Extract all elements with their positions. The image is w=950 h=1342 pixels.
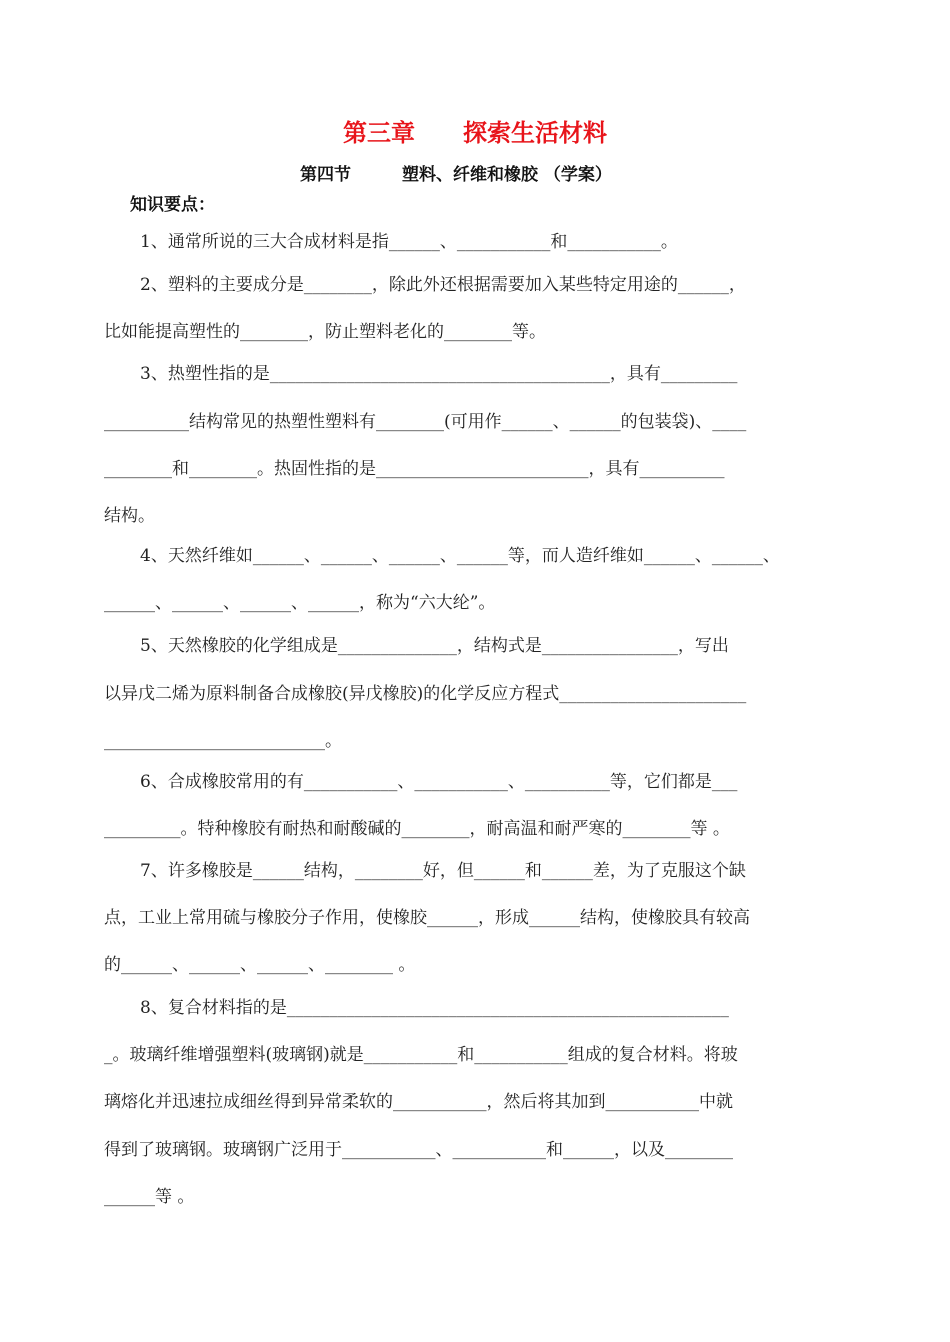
question-5-line-2: 以异戊二烯为原料制备合成橡胶(异戊橡胶)的化学反应方程式______________________ xyxy=(104,684,747,704)
question-5-line-3: __________________________。 xyxy=(104,731,342,751)
question-2-line-2: 比如能提高塑性的________，防止塑料老化的________等。 xyxy=(104,322,546,342)
question-6-line-1: 6、合成橡胶常用的有___________、___________、__________等，它们都是___ xyxy=(140,772,738,792)
question-7-line-3: 的______、______、______、________ 。 xyxy=(104,955,416,975)
question-8-line-1: 8、复合材料指的是____________________________________________________ xyxy=(140,998,729,1018)
question-4-line-1: 4、天然纤维如______、______、______、______等，而人造纤维如______、______、 xyxy=(140,546,780,566)
question-3-line-4: 结构。 xyxy=(104,506,155,526)
question-7-line-1: 7、许多橡胶是______结构，________好，但______和______差，为了克服这个缺 xyxy=(140,861,746,881)
key-points-heading: 知识要点： xyxy=(130,195,215,215)
question-8-line-5: ______等 。 xyxy=(104,1187,195,1207)
question-3-line-3: ________和________。热固性指的是_________________________，具有__________ xyxy=(104,459,725,479)
question-6-line-2: _________。特种橡胶有耐热和耐酸碱的________，耐高温和耐严寒的________等 。 xyxy=(104,819,730,839)
question-1-line-1: 1、通常所说的三大合成材料是指______、___________和___________。 xyxy=(140,232,678,252)
question-8-line-2: _。玻璃纤维增强塑料(玻璃钢)就是___________和___________组成的复合材料。将玻 xyxy=(104,1045,738,1065)
question-3-line-2: __________结构常见的热塑性塑料有________(可用作______、______的包装袋)、____ xyxy=(104,412,747,432)
question-8-line-4: 得到了玻璃钢。玻璃钢广泛用于___________、___________和______，以及________ xyxy=(104,1140,733,1160)
question-7-line-2: 点，工业上常用硫与橡胶分子作用，使橡胶______，形成______结构，使橡胶具有较高 xyxy=(104,908,750,928)
question-8-line-3: 璃熔化并迅速拉成细丝得到异常柔软的___________，然后将其加到___________中就 xyxy=(104,1092,733,1112)
question-4-line-2: ______、______、______、______，称为“六大纶”。 xyxy=(104,593,496,613)
chapter-title: 第三章 探索生活材料 xyxy=(343,119,607,147)
question-3-line-1: 3、热塑性指的是________________________________________，具有_________ xyxy=(140,364,738,384)
question-2-line-1: 2、塑料的主要成分是________，除此外还根据需要加入某些特定用途的______， xyxy=(140,275,746,295)
question-5-line-1: 5、天然橡胶的化学组成是______________，结构式是________________，写出 xyxy=(140,636,729,656)
section-title: 第四节 塑料、纤维和橡胶 （学案） xyxy=(300,165,612,185)
